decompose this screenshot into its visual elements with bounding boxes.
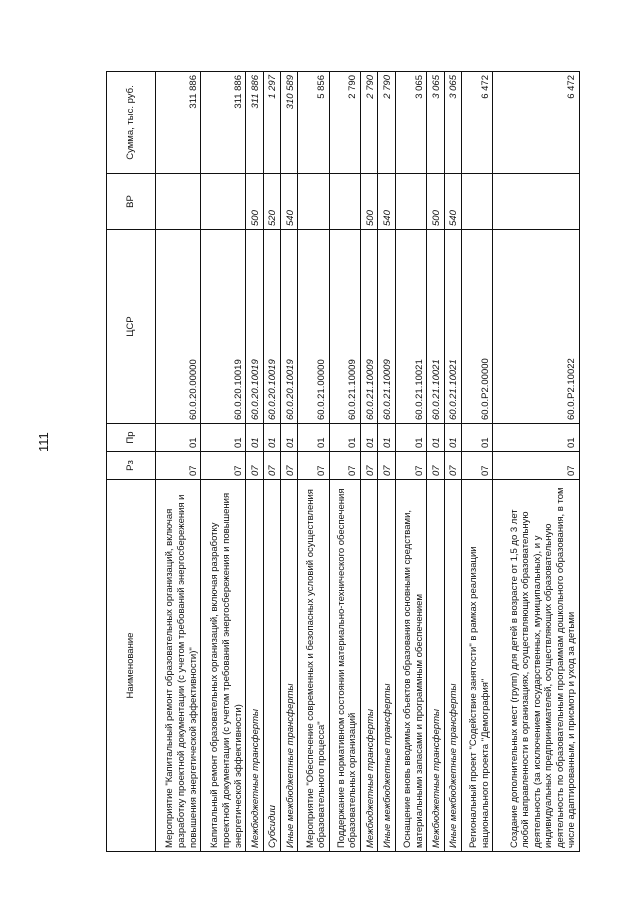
cell-vr — [201, 174, 246, 230]
cell-pr: 01 — [444, 424, 461, 452]
cell-name: Оснащение вновь вводимых объектов образования основными средствами, материальными запасами и программным обеспечением — [395, 480, 426, 852]
cell-pr: 01 — [201, 424, 246, 452]
cell-sum: 2 790 — [329, 72, 360, 174]
cell-vr: 500 — [361, 174, 378, 230]
cell-name: Создание дополнительных мест (групп) для детей в возрасте от 1,5 до 3 лет любой направленности в организациях, осуществляющих образовательную деятельность (за исключением государственных, муниципальных), и у индивидуальных предпринимателей, осуществляющих образовательную деятельность по образовательным программам дошкольного образования, в том числе адаптированным, и присмотр и уход за детьми — [493, 480, 580, 852]
cell-csr: 60.0.P2.10022 — [493, 230, 580, 424]
header-sum: Сумма, тыс. руб. — [107, 72, 156, 174]
header-pr: Пр — [107, 424, 156, 452]
cell-csr: 60.0.20.10019 — [201, 230, 246, 424]
cell-sum: 5 856 — [298, 72, 329, 174]
cell-name: Иные межбюджетные трансферты — [281, 480, 298, 852]
table-row — [444, 72, 461, 852]
cell-name: Капитальный ремонт образовательных организаций, включая разработку проектной документации (с учетом требований энергосбережения и повышения энергетической эффективности) — [201, 480, 246, 852]
cell-sum: 3 065 — [395, 72, 426, 174]
cell-vr — [493, 174, 580, 230]
cell-rz: 07 — [281, 452, 298, 480]
header-name: Наименование — [107, 480, 156, 852]
cell-rz: 07 — [444, 452, 461, 480]
cell-sum: 2 790 — [361, 72, 378, 174]
cell-vr: 500 — [246, 174, 263, 230]
cell-pr: 01 — [395, 424, 426, 452]
cell-csr: 60.0.21.00000 — [298, 230, 329, 424]
cell-csr: 60.0.21.10009 — [378, 230, 395, 424]
header-vr: ВР — [107, 174, 156, 230]
cell-pr: 01 — [298, 424, 329, 452]
cell-rz: 07 — [246, 452, 263, 480]
cell-sum: 311 886 — [246, 72, 263, 174]
table-row — [281, 72, 298, 852]
cell-name: Субсидии — [263, 480, 280, 852]
cell-vr: 540 — [378, 174, 395, 230]
cell-rz: 07 — [361, 452, 378, 480]
cell-name: Мероприятие "Капитальный ремонт образовательных организаций, включая разработку проектной документации (с учетом требований энергосбережения и повышения энергетической эффективности)" — [156, 480, 201, 852]
table-row — [329, 72, 360, 852]
cell-vr — [461, 174, 492, 230]
table-row — [156, 72, 201, 852]
page-number: 111 — [36, 432, 51, 452]
cell-sum: 311 886 — [156, 72, 201, 174]
cell-sum: 6 472 — [493, 72, 580, 174]
table-header-row — [107, 72, 156, 852]
table-row — [298, 72, 329, 852]
table-row — [378, 72, 395, 852]
cell-name: Поддержание в нормативном состоянии материально-технического обеспечения образовательных организаций — [329, 480, 360, 852]
cell-name: Иные межбюджетные трансферты — [378, 480, 395, 852]
cell-csr: 60.0.20.10019 — [281, 230, 298, 424]
cell-pr: 01 — [263, 424, 280, 452]
cell-csr: 60.0.20.10019 — [263, 230, 280, 424]
cell-vr: 540 — [281, 174, 298, 230]
table-row — [361, 72, 378, 852]
cell-sum: 311 886 — [201, 72, 246, 174]
cell-rz: 07 — [156, 452, 201, 480]
table-row — [493, 72, 580, 852]
cell-sum: 310 589 — [281, 72, 298, 174]
header-rz: Рз — [107, 452, 156, 480]
cell-vr — [156, 174, 201, 230]
cell-pr: 01 — [281, 424, 298, 452]
cell-pr: 01 — [461, 424, 492, 452]
cell-vr — [395, 174, 426, 230]
cell-name: Региональный проект "Содействие занятости" в рамках реализации национального проекта "Демография" — [461, 480, 492, 852]
table-row — [246, 72, 263, 852]
cell-name: Межбюджетные трансферты — [246, 480, 263, 852]
cell-sum: 2 790 — [378, 72, 395, 174]
cell-rz: 07 — [395, 452, 426, 480]
cell-csr: 60.0.P2.00000 — [461, 230, 492, 424]
cell-csr: 60.0.21.10021 — [444, 230, 461, 424]
cell-vr: 520 — [263, 174, 280, 230]
cell-rz: 07 — [263, 452, 280, 480]
cell-csr: 60.0.21.10021 — [395, 230, 426, 424]
cell-csr: 60.0.21.10009 — [329, 230, 360, 424]
cell-pr: 01 — [427, 424, 444, 452]
cell-name: Иные межбюджетные трансферты — [444, 480, 461, 852]
cell-pr: 01 — [329, 424, 360, 452]
cell-vr — [329, 174, 360, 230]
table-row — [201, 72, 246, 852]
cell-rz: 07 — [298, 452, 329, 480]
cell-sum: 3 065 — [444, 72, 461, 174]
table-row — [427, 72, 444, 852]
cell-name: Мероприятие "Обеспечение современных и безопасных условий осуществления образовательного процесса" — [298, 480, 329, 852]
cell-rz: 07 — [201, 452, 246, 480]
cell-sum: 3 065 — [427, 72, 444, 174]
header-csr: ЦСР — [107, 230, 156, 424]
cell-name: Межбюджетные трансферты — [427, 480, 444, 852]
cell-rz: 07 — [378, 452, 395, 480]
cell-rz: 07 — [329, 452, 360, 480]
cell-pr: 01 — [361, 424, 378, 452]
cell-csr: 60.0.21.10021 — [427, 230, 444, 424]
table-row — [461, 72, 492, 852]
cell-pr: 01 — [493, 424, 580, 452]
cell-pr: 01 — [378, 424, 395, 452]
table-row — [395, 72, 426, 852]
cell-rz: 07 — [427, 452, 444, 480]
cell-csr: 60.0.20.00000 — [156, 230, 201, 424]
cell-csr: 60.0.20.10019 — [246, 230, 263, 424]
cell-rz: 07 — [461, 452, 492, 480]
cell-vr: 500 — [427, 174, 444, 230]
cell-vr: 540 — [444, 174, 461, 230]
budget-table-container — [106, 72, 580, 852]
cell-rz: 07 — [493, 452, 580, 480]
cell-sum: 6 472 — [461, 72, 492, 174]
cell-pr: 01 — [156, 424, 201, 452]
cell-sum: 1 297 — [263, 72, 280, 174]
cell-name: Межбюджетные трансферты — [361, 480, 378, 852]
budget-table — [106, 71, 580, 852]
cell-pr: 01 — [246, 424, 263, 452]
cell-csr: 60.0.21.10009 — [361, 230, 378, 424]
cell-vr — [298, 174, 329, 230]
table-row — [263, 72, 280, 852]
